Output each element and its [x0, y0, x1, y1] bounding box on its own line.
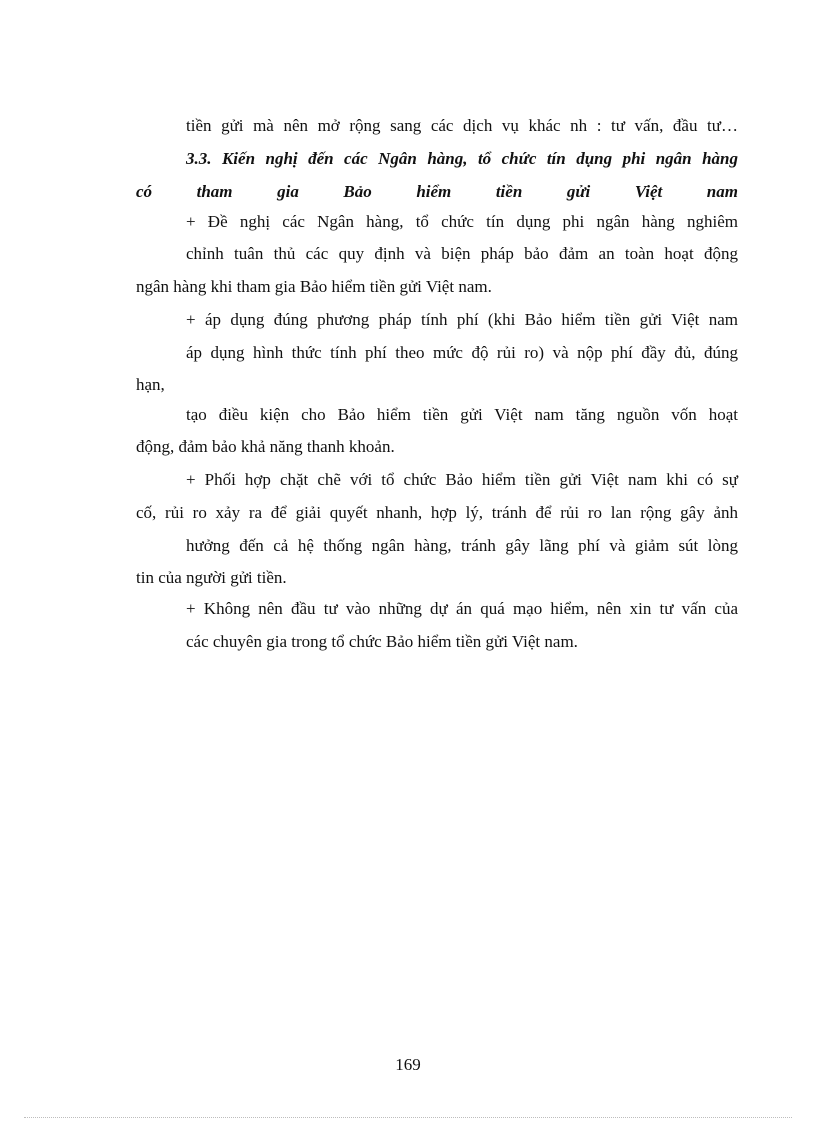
body-line-6: ngân hàng khi tham gia Bảo hiểm tiền gửi Việt nam.: [136, 277, 492, 296]
body-line-16: + Không nên đầu tư vào những dự án quá mạo hiểm, nên xin tư vấn của: [186, 599, 738, 618]
body-line-11: động, đảm bảo khả năng thanh khoản.: [136, 437, 395, 456]
body-line-12: + Phối hợp chặt chẽ với tổ chức Bảo hiểm tiền gửi Việt nam khi có sự: [186, 470, 738, 489]
body-line-7: + áp dụng đúng phương pháp tính phí (khi Bảo hiểm tiền gửi Việt nam: [186, 310, 738, 329]
body-line-17: các chuyên gia trong tổ chức Bảo hiểm tiền gửi Việt nam.: [186, 632, 578, 651]
body-line-8: áp dụng hình thức tính phí theo mức độ rủi ro) và nộp phí đầy đủ, đúng: [186, 343, 738, 362]
section-heading-line-1: 3.3. Kiến nghị đến các Ngân hàng, tổ chức tín dụng phi ngân hàng: [186, 149, 738, 168]
body-line-9: hạn,: [136, 375, 165, 394]
body-line-5: chỉnh tuân thủ các quy định và biện pháp bảo đảm an toàn hoạt động: [186, 244, 738, 263]
body-line-15: tin của người gửi tiền.: [136, 568, 287, 587]
body-line-10: tạo điều kiện cho Bảo hiểm tiền gửi Việt nam tăng nguồn vốn hoạt: [186, 405, 738, 424]
body-line-14: hưởng đến cả hệ thống ngân hàng, tránh gây lãng phí và giảm sút lòng: [186, 536, 738, 555]
page-number: 169: [395, 1055, 421, 1074]
section-heading-line-2: có tham gia Bảo hiểm tiền gửi Việt nam: [136, 182, 738, 201]
body-line-13: cố, rủi ro xảy ra để giải quyết nhanh, hợp lý, tránh để rủi ro lan rộng gây ảnh: [136, 503, 738, 522]
footer-rule: [24, 1117, 792, 1118]
body-line-4: + Đề nghị các Ngân hàng, tổ chức tín dụng phi ngân hàng nghiêm: [186, 212, 738, 231]
body-line-1: tiền gửi mà nên mở rộng sang các dịch vụ khác nh : tư vấn, đầu tư…: [186, 116, 738, 135]
